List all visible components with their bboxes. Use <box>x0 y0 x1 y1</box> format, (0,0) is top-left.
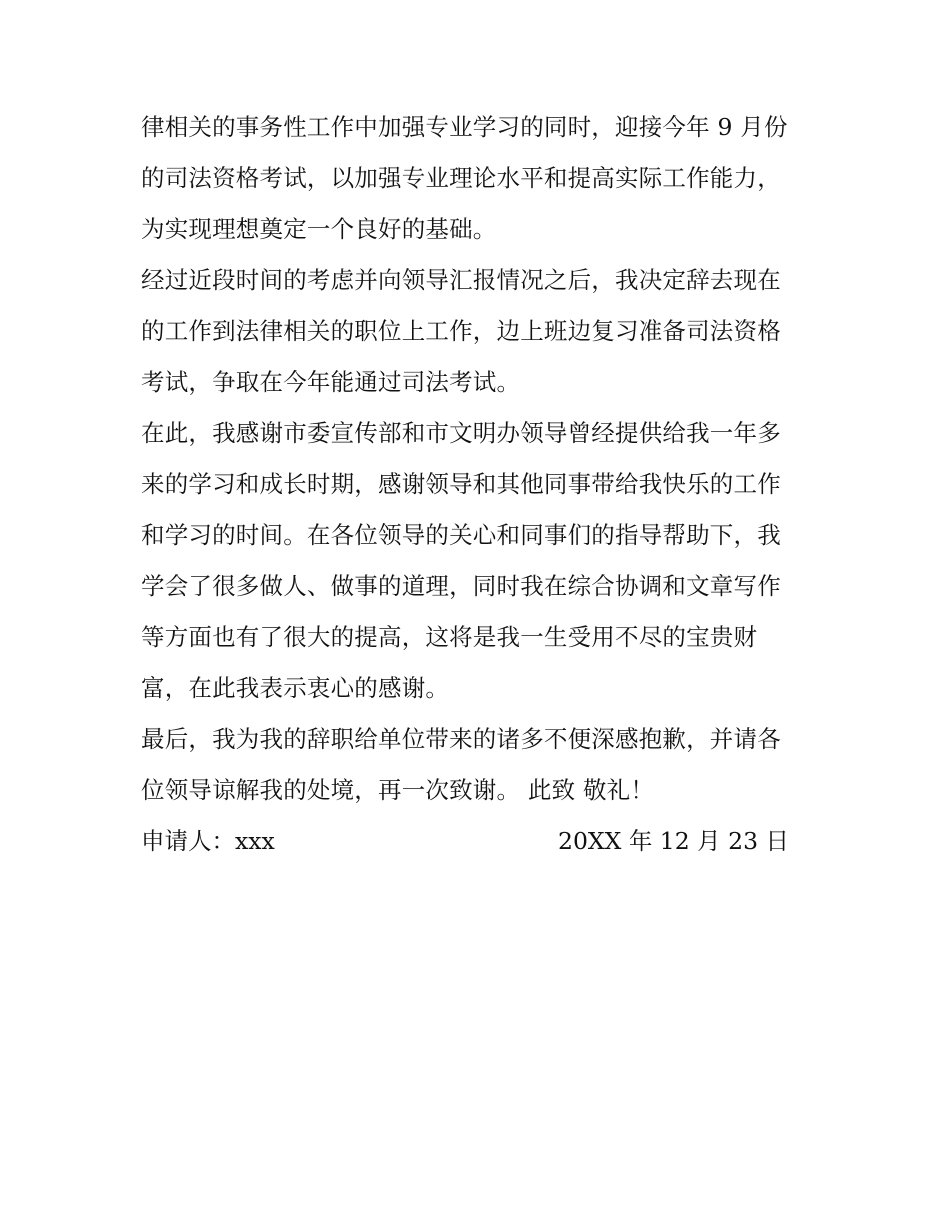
text-line: 等方面也有了很大的提高，这将是我一生受用不尽的宝贵财 <box>141 623 758 651</box>
text-line: 律相关的事务性工作中加强专业学习的同时，迎接今年 9 月份 <box>141 113 788 141</box>
applicant-name: 申请人：xxx <box>141 827 275 855</box>
letter-body <box>141 102 813 867</box>
text-line: 的司法资格考试，以加强专业理论水平和提高实际工作能力， <box>141 164 781 192</box>
signature-date: 20XX 年 12 月 23 日 <box>558 827 790 855</box>
text-line: 经过近段时间的考虑并向领导汇报情况之后，我决定辞去现在 <box>141 266 781 294</box>
paragraph-1 <box>141 102 813 255</box>
text-line: 位领导谅解我的处境，再一次致谢。 此致 敬礼！ <box>141 776 655 804</box>
text-line: 和学习的时间。在各位领导的关心和同事们的指导帮助下，我 <box>141 521 781 549</box>
text-line: 最后，我为我的辞职给单位带来的诸多不便深感抱歉，并请各 <box>141 725 781 753</box>
text-line: 在此，我感谢市委宣传部和市文明办领导曾经提供给我一年多 <box>141 419 781 447</box>
paragraph-3 <box>141 408 813 714</box>
text-line: 富，在此我表示衷心的感谢。 <box>141 674 450 702</box>
text-line: 来的学习和成长时期，感谢领导和其他同事带给我快乐的工作 <box>141 470 781 498</box>
text-line: 考试，争取在今年能通过司法考试。 <box>141 368 521 396</box>
text-line: 学会了很多做人、做事的道理，同时我在综合协调和文章写作 <box>141 572 781 600</box>
text-line: 的工作到法律相关的职位上工作，边上班边复习准备司法资格 <box>141 317 781 345</box>
signature-row <box>141 816 813 867</box>
paragraph-2 <box>141 255 813 408</box>
paragraph-4 <box>141 714 813 816</box>
text-line: 为实现理想奠定一个良好的基础。 <box>141 215 497 243</box>
